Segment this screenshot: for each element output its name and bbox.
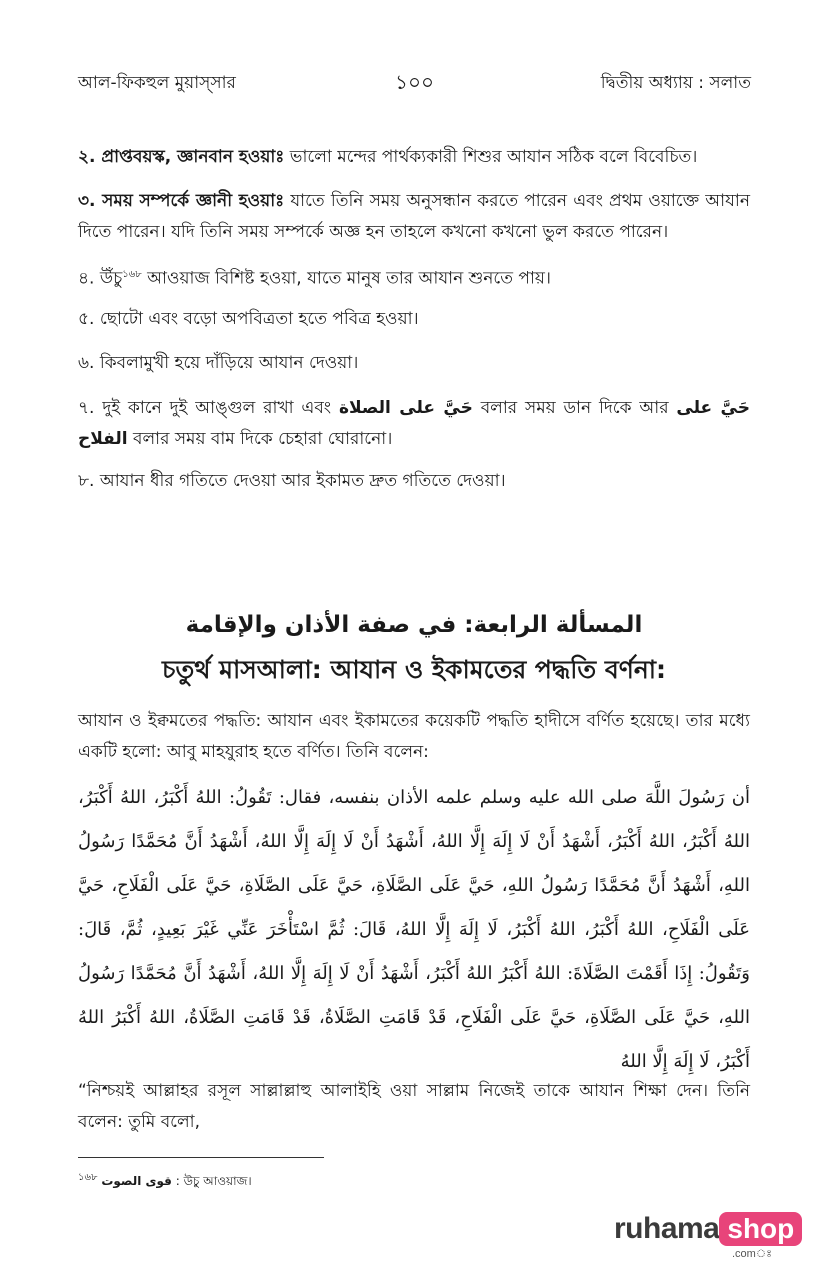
footnote-divider [78,1157,324,1158]
footnote-arabic: قوى الصوت [101,1174,172,1188]
item-text: ৭. দুই কানে দুই আঙ্গুল রাখা এবং [78,398,339,418]
bengali-section-heading: চতুর্থ মাসআলা: আযান ও ইকামতের পদ্ধতি বর্ণনা: [161,655,667,684]
arabic-phrase: حَيَّ على الفلاح [78,398,751,449]
intro-paragraph: আযান ও ইক্বমতের পদ্ধতি: আযান এবং ইকামতের কয়েকটি পদ্ধতি হাদীসে বর্ণিত হয়েছে। তার মধ্যে একটি হলো: আবু মাহযুরাহ হতে বর্ণিত। তিনি বলেন: [78,711,750,762]
item-text: ৪. উঁচু [78,268,123,289]
logo-shop-badge: shop [719,1212,802,1246]
list-item-2 [78,142,750,173]
list-item-6: ৬. কিবলামুখী হয়ে দাঁড়িয়ে আযান দেওয়া। [78,353,359,373]
item-text: বলার সময় বাম দিকে চেহারা ঘোরানো। [127,429,393,449]
footnote [78,1170,252,1193]
page-number: ১০০ [395,70,434,94]
footnote-number: ১৬৮ [78,1172,98,1183]
list-item-7 [78,393,750,455]
item-text: বলার সময় ডান দিকে আর [472,398,677,418]
footnote-ref: ১৬৮ [122,269,142,280]
item-lead: ২. প্রাপ্তবয়স্ক, জ্ঞানবান হওয়াঃ [78,147,285,167]
item-lead: ৩. সময় সম্পর্কে জ্ঞানী হওয়াঃ [78,191,285,211]
list-item-4 [78,259,750,295]
list-item-3 [78,186,750,248]
item-text: আওয়াজ বিশিষ্ট হওয়া, যাতে মানুষ তার আযান শুনতে পায়। [141,268,551,289]
chapter-title: দ্বিতীয় অধ্যায় : সলাত [600,73,751,93]
page-header [78,70,751,98]
list-item-8: ৮. আযান ধীর গতিতে দেওয়া আর ইকামত দ্রুত গতিতে দেওয়া। [78,471,506,491]
ruhamashop-logo [614,1212,802,1260]
item-text: যাতে তিনি সময় অনুসন্ধান করতে পারেন এবং প্রথম ওয়াক্তে আযান দিতে পারেন। যদি তিনি সময় সম্পর্কে অজ্ঞ হন তাহলে কখনো কখনো ভুল করতে পারেন। [78,191,751,242]
arabic-section-heading: المسألة الرابعة: في صفة الأذان والإقامة [185,612,643,638]
arabic-phrase: حَيَّ على الصلاة [338,398,473,418]
translation-paragraph: “নিশ্চয়ই আল্লাহর রসূল সাল্লাল্লাহু আলাইহি ওয়া সাল্লাম নিজেই তাকে আযান শিক্ষা দেন। তিনি বলেন: তুমি বলো, [78,1081,750,1132]
book-title: আল-ফিকহুল মুয়াস্‌সার [78,73,236,93]
arabic-hadith-text: أن رَسُولَ اللَّهَ صلى الله عليه وسلم علمه الأذان بنفسه، فقال: تَقُولُ: اللهُ أَكْبَرُ، اللهُ أَكْبَرُ، اللهُ أَكْبَرُ، اللهُ أَكْبَرُ، أَشْهَدُ أَنْ لَا إِلَهَ إِلَّا اللهُ، أَشْهَدُ أَنْ لَا إِلَهَ إِلَّا اللهُ، أَشْهَدُ أَنَّ مُحَمَّدًا رَسُولُ اللهِ، أَشْهَدُ أَنَّ مُحَمَّدًا رَسُولُ اللهِ، حَيَّ عَلَى الصَّلَاةِ، حَيَّ عَلَى الصَّلَاةِ، حَيَّ عَلَى الْفَلَاحِ، حَيَّ عَلَى الْفَلَاحِ، اللهُ أَكْبَرُ، اللهُ أَكْبَرُ، لَا إِلَهَ إِلَّا اللهُ، قَالَ: ثُمَّ اسْتَأْخَرَ عَنِّي غَيْرَ بَعِيدٍ، ثُمَّ، قَالَ: وَتَقُولُ: إِذَا أَقَمْتَ الصَّلَاةَ: اللهُ أَكْبَرُ اللهُ أَكْبَرُ، أَشْهَدُ أَنْ لَا إِلَهَ إِلَّا اللهُ، أَشْهَدُ أَنَّ مُحَمَّدًا رَسُولُ اللهِ، حَيَّ عَلَى الصَّلَاةِ، حَيَّ عَلَى الْفَلَاحِ، قَدْ قَامَتِ الصَّلَاةُ، قَدْ قَامَتِ الصَّلَاةُ، اللهُ أَكْبَرُ اللهُ أَكْبَرُ، لَا إِلَهَ إِلَّا اللهُ [78,787,750,1072]
item-text: ভালো মন্দের পার্থক্যকারী শিশুর আযান সঠিক বলে বিবেচিত। [284,147,698,167]
logo-brand: ruhama [614,1212,720,1245]
list-item-5: ৫. ছোটো এবং বড়ো অপবিত্রতা হতে পবিত্র হওয়া। [78,309,419,329]
logo-domain: .comঃ [732,1248,773,1260]
footnote-text: : উচু আওয়াজ। [171,1174,252,1188]
